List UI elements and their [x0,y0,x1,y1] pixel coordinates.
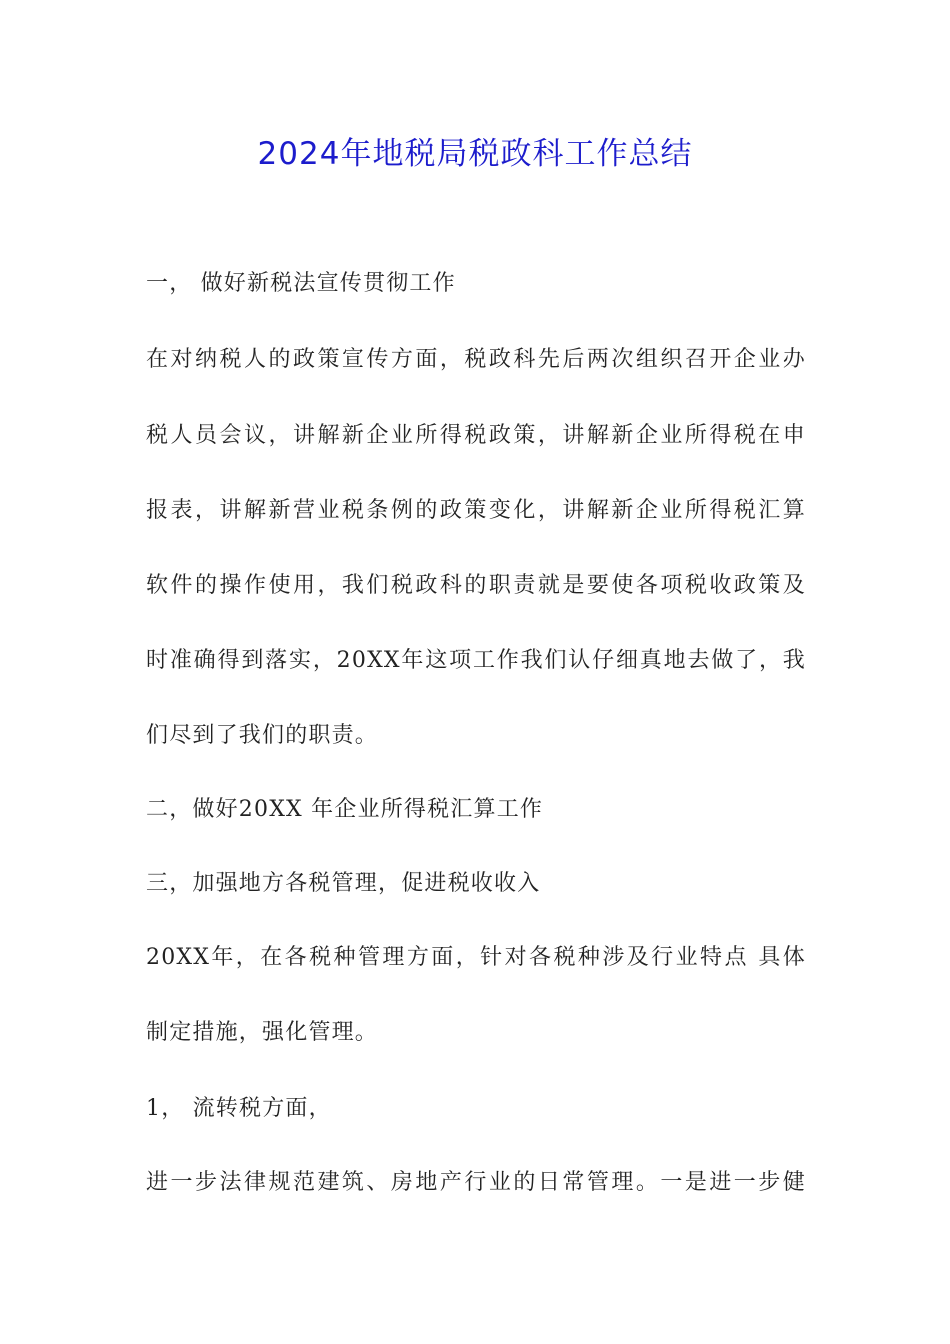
subsection-heading-1: 1， 流转税方面， [146,1096,332,1121]
paragraph-line: 软件的操作使用，我们税政科的职责就是要使各项税收政策及 [146,573,806,598]
paragraph-line: 在对纳税人的政策宣传方面，税政科先后两次组织召开企业办 [146,347,806,372]
paragraph-line: 们尽到了我们的职责。 [146,723,379,748]
paragraph-line: 报表，讲解新营业税条例的政策变化，讲解新企业所得税汇算 [146,498,806,523]
section-heading-1: 一， 做好新税法宣传贯彻工作 [146,271,456,296]
paragraph-line: 20XX年，在各税种管理方面，针对各税种涉及行业特点 具体 [146,945,806,970]
section-heading-3: 三，加强地方各税管理，促进税收收入 [146,871,541,896]
section-heading-2: 二，做好20XX 年企业所得税汇算工作 [146,797,544,822]
paragraph-line: 时准确得到落实，20XX年这项工作我们认仔细真地去做了，我 [146,648,806,673]
paragraph-line: 进一步法律规范建筑、房地产行业的日常管理。一是进一步健 [146,1170,806,1195]
document-title: 2024年地税局税政科工作总结 [257,136,693,172]
paragraph-line: 税人员会议，讲解新企业所得税政策，讲解新企业所得税在申 [146,423,806,448]
paragraph-line: 制定措施，强化管理。 [146,1020,379,1045]
